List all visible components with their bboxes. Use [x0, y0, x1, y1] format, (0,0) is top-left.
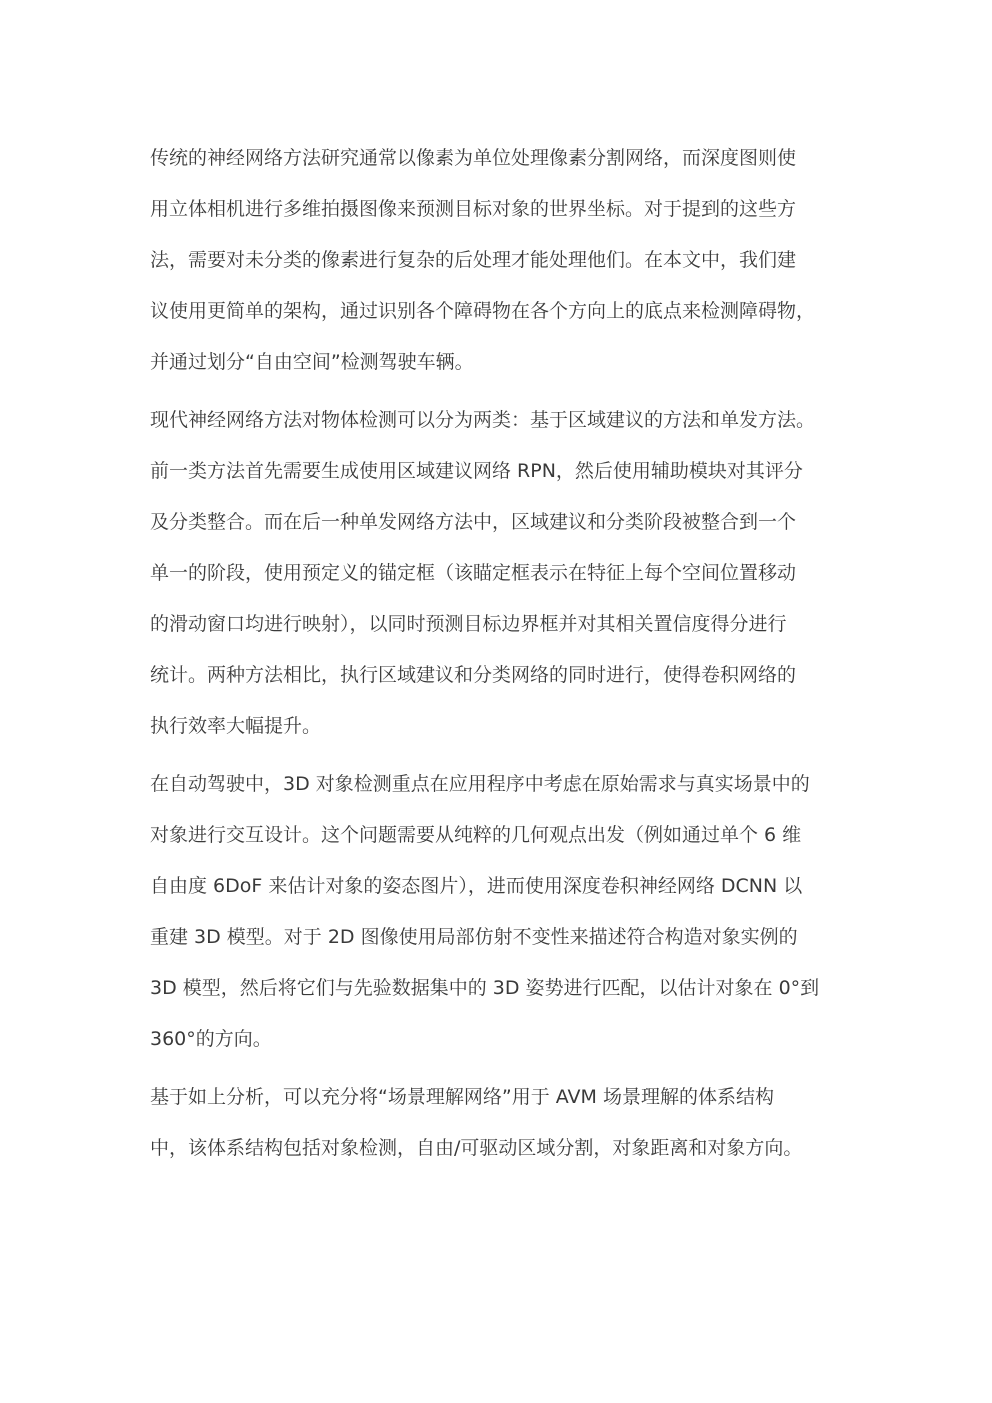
text-line: 传统的神经网络方法研究通常以像素为单位处理像素分割网络，而深度图则使 [150, 147, 797, 169]
text-line: 自由度 6DoF 来估计对象的姿态图片），进而使用深度卷积神经网络 DCNN 以 [150, 875, 803, 897]
text-line: 360°的方向。 [150, 1028, 272, 1050]
text-line: 对象进行交互设计。这个问题需要从纯粹的几何观点出发（例如通过单个 6 维 [150, 824, 802, 846]
text-line: 执行效率大幅提升。 [150, 715, 322, 737]
text-line: 统计。两种方法相比，执行区域建议和分类网络的同时进行，使得卷积网络的 [150, 664, 797, 686]
text-line: 现代神经网络方法对物体检测可以分为两类：基于区域建议的方法和单发方法。 [150, 409, 816, 431]
text-line: 及分类整合。而在后一种单发网络方法中，区域建议和分类阶段被整合到一个 [150, 511, 797, 533]
text-line: 重建 3D 模型。对于 2D 图像使用局部仿射不变性来描述符合构造对象实例的 [150, 926, 798, 948]
text-line: 的滑动窗口均进行映射），以同时预测目标边界框并对其相关置信度得分进行 [150, 613, 787, 635]
paragraph-4 [150, 1079, 850, 1181]
paragraph-3 [150, 766, 850, 1072]
text-line: 基于如上分析，可以充分将“场景理解网络”用于 AVM 场景理解的体系结构 [150, 1086, 774, 1108]
text-line: 在自动驾驶中，3D 对象检测重点在应用程序中考虑在原始需求与真实场景中的 [150, 773, 810, 795]
text-line: 法，需要对未分类的像素进行复杂的后处理才能处理他们。在本文中，我们建 [150, 249, 797, 271]
text-line: 单一的阶段，使用预定义的锚定框（该瞄定框表示在特征上每个空间位置移动 [150, 562, 797, 584]
text-line: 并通过划分“自由空间”检测驾驶车辆。 [150, 351, 474, 373]
document-body [150, 140, 850, 1183]
text-line: 前一类方法首先需要生成使用区域建议网络 RPN，然后使用辅助模块对其评分 [150, 460, 803, 482]
paragraph-1 [150, 140, 850, 395]
text-line: 中，该体系结构包括对象检测，自由/可驱动区域分割，对象距离和对象方向。 [150, 1137, 803, 1159]
paragraph-2 [150, 402, 850, 759]
text-line: 议使用更简单的架构，通过识别各个障碍物在各个方向上的底点来检测障碍物， [150, 300, 816, 322]
text-line: 用立体相机进行多维拍摄图像来预测目标对象的世界坐标。对于提到的这些方 [150, 198, 797, 220]
text-line: 3D 模型，然后将它们与先验数据集中的 3D 姿势进行匹配，以估计对象在 0°到 [150, 977, 820, 999]
